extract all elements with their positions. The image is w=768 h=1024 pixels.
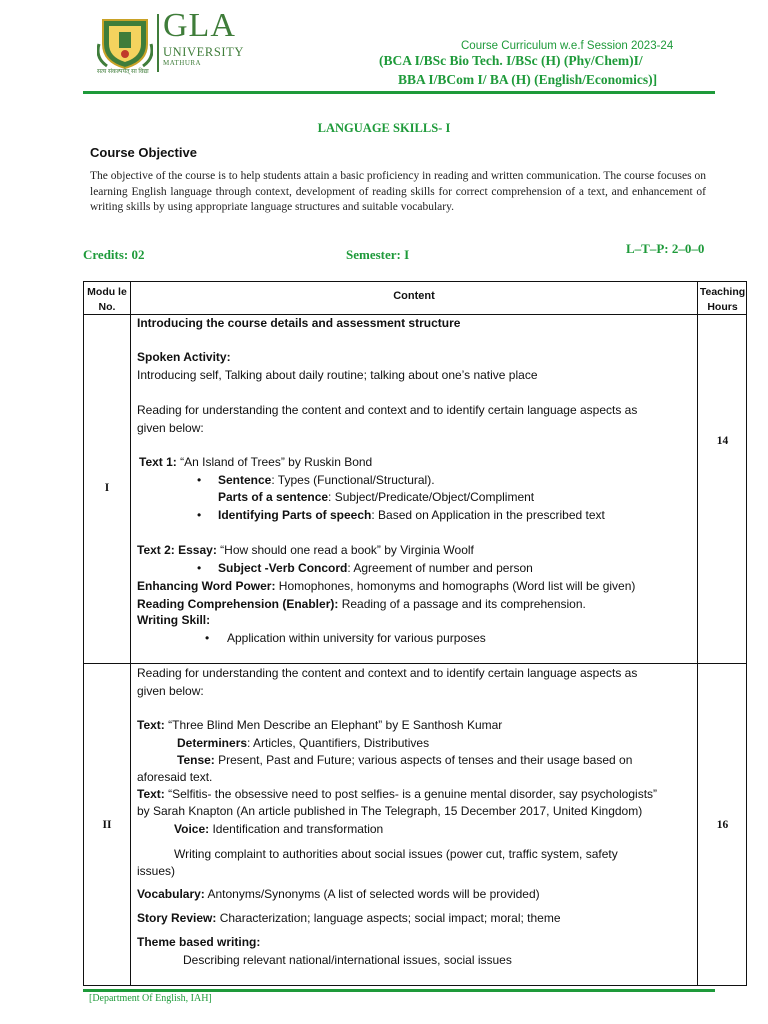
module1-line: Application within university for various purposes [227,631,486,645]
module1-line: Introducing self, Talking about daily routine; talking about one’s native place [137,368,538,382]
module1-line: Spoken Activity: [137,350,231,364]
module-hours: 14 [716,435,729,447]
shield-crest-icon [97,14,153,70]
university-logo [97,7,247,75]
module2-line: by Sarah Knapton (An article published in The Telegraph, 15 December 2017, United Kingdom) [137,804,643,818]
module2-line: Vocabulary: Antonyms/Synonyms (A list of selected words will be provided) [137,887,540,901]
row-divider [84,663,746,664]
module1-line: Enhancing Word Power: Homophones, homonyms and homographs (Word list will be given) [137,579,636,593]
semester: Semester: I [346,247,410,262]
module2-line: Writing complaint to authorities about social issues (power cut, traffic system, safety [174,847,618,861]
module1-line: Text 2: Essay: “How should one read a book” by Virginia Woolf [137,543,474,557]
module2-line: Text: “Three Blind Men Describe an Elephant” by E Santhosh Kumar [137,718,503,732]
module2-line: Determiners: Articles, Quantifiers, Distributives [177,736,430,750]
footer-rule [83,989,715,992]
objective-text: The objective of the course is to help students attain a basic proficiency in reading and written communication. The course focuses on learning English language through context, development of reading skills for correct comprehension of a text, and enhancement of writing skills by using appropriate language structures and suitable vocabulary. [90,170,706,213]
module2-line: Describing relevant national/international issues, social issues [183,953,512,967]
module2-line: Text: “Selfitis- the obsessive need to post selfies- is a genuine mental disorder, say psychologists” [137,787,658,801]
header-rule [83,91,715,94]
bullet-icon: • [197,561,202,575]
header-module: Modu le No. [87,286,127,313]
module-hours: 16 [716,819,729,831]
module1-line: Writing Skill: [137,613,211,627]
credits: Credits: 02 [83,247,145,262]
module2-line: Voice: Identification and transformation [174,822,384,836]
module2-line: Story Review: Characterization; language aspects; social impact; moral; theme [137,911,561,925]
module2-line: given below: [137,684,204,698]
module-number: I [104,482,110,494]
logo-divider [157,14,159,72]
module2-line: Theme based writing: [137,935,261,949]
module2-line: Reading for understanding the content and context and to identify certain language aspects as [137,666,638,680]
header-hours: Teaching Hours [699,286,746,313]
header-content: Content [393,290,435,302]
module1-line: Reading for understanding the content and context and to identify certain language aspects as [137,403,638,417]
module1-line: Introducing the course details and assessment structure [137,316,461,330]
session-label: Course Curriculum w.e.f Session 2023-24 [461,40,674,52]
ltp: L–T–P: 2–0–0 [626,241,705,256]
module1-line: Reading Comprehension (Enabler): Reading of a passage and its comprehension. [137,597,586,611]
module-number: II [102,819,112,831]
module1-line: Identifying Parts of speech: Based on Application in the prescribed text [218,508,605,522]
module1-line: Parts of a sentence: Subject/Predicate/Object/Compliment [218,490,535,504]
module2-line: Tense: Present, Past and Future; various aspects of tenses and their usage based on [177,753,633,767]
bullet-icon: • [197,473,202,487]
logo-university: UNIVERSITY [163,45,244,59]
bullet-icon: • [197,508,202,522]
module2-line: issues) [137,864,176,878]
syllabus-table [83,281,747,986]
module1-line: Text 1: “An Island of Trees” by Ruskin Bond [139,455,373,469]
logo-city: MATHURA [163,59,202,67]
module1-line: Sentence: Types (Functional/Structural). [218,473,435,487]
programs-line-2: BBA I/BCom I/ BA (H) (English/Economics)] [398,72,658,87]
course-title: LANGUAGE SKILLS- I [317,121,451,135]
footer-text: [Department Of English, IAH] [89,993,212,1004]
logo-motto: सत्य संकल्पयेत् सा विद्या [97,69,149,75]
col-divider [697,282,698,985]
module1-line: Subject -Verb Concord: Agreement of number and person [218,561,533,575]
objective-heading: Course Objective [90,145,197,160]
programs-line-1: (BCA I/BSc Bio Tech. I/BSc (H) (Phy/Chem)I/ [379,53,643,68]
col-divider [130,282,131,985]
module1-line: given below: [137,421,204,435]
logo-name: GLA [163,7,236,44]
bullet-icon: • [205,631,210,645]
module2-line: aforesaid text. [137,770,213,784]
